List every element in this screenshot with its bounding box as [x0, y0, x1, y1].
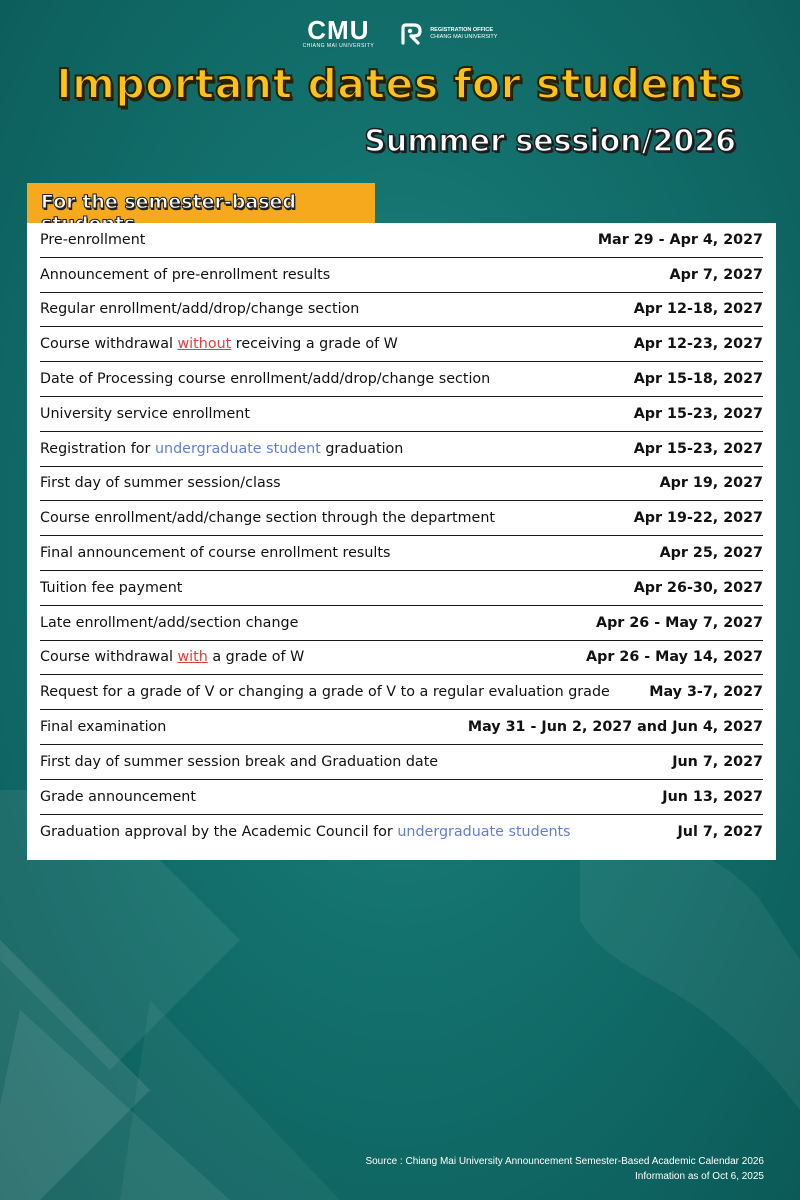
event-label-text: Registration for [40, 440, 155, 457]
table-row [40, 710, 763, 745]
event-date: Apr 15-23, 2027 [633, 405, 763, 422]
page-subtitle: Summer session/2026 [364, 124, 736, 159]
event-label-text: Course withdrawal [40, 649, 178, 666]
table-row [40, 606, 763, 641]
event-label [40, 371, 490, 387]
table-row [40, 397, 763, 432]
registration-office-title: REGISTRATION OFFICE [430, 26, 494, 33]
event-label-text: University service enrollment [40, 405, 250, 422]
event-label [40, 301, 359, 317]
event-label-text: Regular enrollment/add/drop/change section [40, 301, 360, 318]
event-label-text: First day of summer session/class [40, 475, 281, 492]
event-date: Jun 13, 2027 [662, 788, 763, 805]
event-date: May 3-7, 2027 [649, 684, 763, 701]
source-text: Source : Chiang Mai University Announcement Semester-Based Academic Calendar 2026 [365, 1156, 764, 1167]
footer-source [365, 1154, 764, 1184]
registration-office-icon [400, 22, 424, 46]
event-date: Jun 7, 2027 [672, 753, 763, 770]
section-tab-label: For the semester-based [41, 191, 296, 213]
page-title: Important dates for students [56, 60, 744, 108]
event-label-text: Announcement of pre-enrollment results [40, 266, 331, 283]
dates-table [27, 223, 776, 860]
section-tab [27, 183, 375, 223]
event-label-text: Graduation approval by the Academic Council for [40, 823, 398, 840]
event-label-text: Request for a grade of V or changing a grade of V to a regular evaluation grade [40, 684, 610, 701]
table-row [40, 327, 763, 362]
event-label [40, 684, 610, 700]
table-row [40, 293, 763, 328]
table-row [40, 362, 763, 397]
event-label [40, 232, 145, 248]
event-date: Apr 7, 2027 [669, 266, 763, 283]
event-label-highlight: undergraduate students [397, 823, 571, 840]
table-row [40, 432, 763, 467]
event-label-text: Course withdrawal [40, 336, 178, 353]
event-label-text: receiving a grade of W [231, 336, 398, 353]
event-label-text: Date of Processing course enrollment/add/drop/change section [40, 371, 491, 388]
event-label [40, 441, 403, 457]
event-date: Jul 7, 2027 [677, 823, 763, 840]
event-label-text: First day of summer session break and Graduation date [40, 753, 439, 770]
table-row [40, 467, 763, 502]
event-date: Apr 19-22, 2027 [633, 510, 763, 527]
table-row [40, 501, 763, 536]
event-date: May 31 - Jun 2, 2027 and Jun 4, 2027 [467, 719, 763, 736]
cmu-logo-subtext: CHIANG MAI UNIVERSITY [302, 43, 375, 49]
event-label-highlight: undergraduate student [154, 440, 321, 457]
event-date: Apr 26 - May 7, 2027 [596, 614, 763, 631]
event-label-text: Tuition fee payment [40, 579, 183, 596]
event-label-text: Final announcement of course enrollment results [40, 545, 391, 562]
event-date: Apr 26 - May 14, 2027 [586, 649, 763, 666]
event-label [40, 267, 330, 283]
event-label [40, 649, 304, 665]
event-date: Mar 29 - Apr 4, 2027 [597, 231, 763, 248]
event-date: Apr 12-23, 2027 [633, 336, 763, 353]
table-row [40, 223, 763, 258]
dates-list [40, 223, 763, 849]
event-label [40, 615, 298, 631]
table-row [40, 536, 763, 571]
table-row [40, 571, 763, 606]
table-row [40, 641, 763, 676]
event-label-text: Course enrollment/add/change section through the department [40, 510, 496, 527]
event-date: Apr 26-30, 2027 [633, 579, 763, 596]
event-label-text: Late enrollment/add/section change [40, 614, 299, 631]
cmu-logo [302, 15, 375, 49]
event-date: Apr 25, 2027 [659, 545, 763, 562]
event-date: Apr 12-18, 2027 [633, 301, 763, 318]
event-label-highlight: without [177, 336, 232, 353]
event-label [40, 475, 281, 491]
event-date: Apr 19, 2027 [659, 475, 763, 492]
event-label [40, 719, 166, 735]
registration-office-logo [400, 22, 497, 46]
cmu-logo-text: CMU [307, 15, 370, 45]
table-row [40, 815, 763, 850]
event-label [40, 406, 250, 422]
table-row [40, 675, 763, 710]
table-row [40, 258, 763, 293]
registration-office-subtitle: CHIANG MAI UNIVERSITY [430, 33, 498, 40]
table-row [40, 745, 763, 780]
event-label [40, 580, 182, 596]
event-label [40, 789, 196, 805]
event-date: Apr 15-18, 2027 [633, 371, 763, 388]
event-label-highlight: with [177, 649, 208, 666]
updated-text: Information as of Oct 6, 2025 [635, 1171, 764, 1182]
event-date: Apr 15-23, 2027 [633, 440, 763, 457]
event-label [40, 754, 438, 770]
event-label [40, 510, 495, 526]
event-label-text: a grade of W [207, 649, 305, 666]
event-label-text: Pre-enrollment [40, 231, 146, 248]
table-row [40, 780, 763, 815]
event-label-text: Final examination [40, 719, 167, 736]
event-label-text: Grade announcement [40, 788, 196, 805]
event-label [40, 336, 398, 352]
event-label [40, 824, 571, 840]
logo-bar [0, 15, 800, 49]
event-label [40, 545, 390, 561]
event-label-text: graduation [320, 440, 404, 457]
